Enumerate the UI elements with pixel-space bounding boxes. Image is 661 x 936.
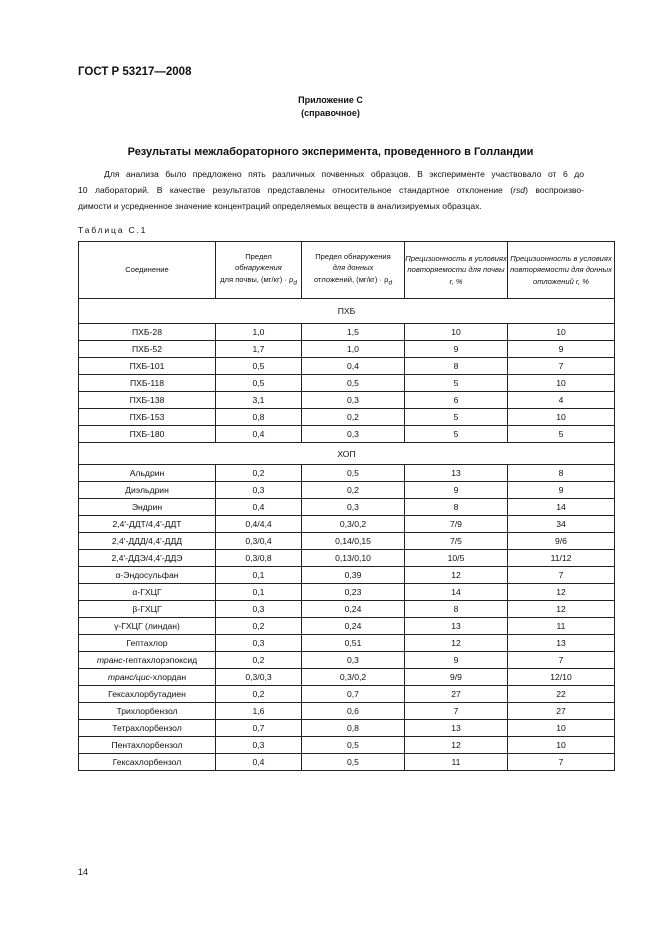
header-sediment-limit-a: Предел обнаружения xyxy=(315,251,391,261)
cell-sediment-precision: 9 xyxy=(508,341,615,358)
cell-soil-precision: 10/5 xyxy=(405,550,508,567)
table-row xyxy=(79,720,615,737)
cell-soil-limit: 1,0 xyxy=(216,324,302,341)
cell-sediment-limit: 0,3/0,2 xyxy=(302,669,405,686)
cell-sediment-precision: 11/12 xyxy=(508,550,615,567)
cell-sediment-precision: 27 xyxy=(508,703,615,720)
header-sediment-precision-a: Прецизионность в условиях xyxy=(510,253,612,263)
cell-soil-limit: 0,8 xyxy=(216,409,302,426)
cell-sediment-precision: 10 xyxy=(508,737,615,754)
cell-sediment-precision: 10 xyxy=(508,720,615,737)
intro-line-2-start: 10 лабораторий. В качестве результатов представлены относительное стандартное отклонение ( xyxy=(78,185,514,195)
cell-compound: Эндрин xyxy=(79,499,216,516)
header-sediment-limit xyxy=(302,242,405,299)
cell-compound: Тетрахлорбензол xyxy=(79,720,216,737)
header-sediment-limit-em: для донных xyxy=(332,263,374,273)
cell-sediment-limit: 0,3 xyxy=(302,652,405,669)
appendix-subtitle: (справочное) xyxy=(301,108,360,118)
page-number: 14 xyxy=(78,867,89,877)
cell-compound: β-ГХЦГ xyxy=(79,601,216,618)
cell-soil-precision: 12 xyxy=(405,635,508,652)
cell-compound: α-Эндосульфан xyxy=(79,567,216,584)
results-table xyxy=(78,241,615,771)
cell-soil-limit: 0,3 xyxy=(216,635,302,652)
cell-soil-precision: 9 xyxy=(405,652,508,669)
table-row xyxy=(79,601,615,618)
cell-soil-precision: 8 xyxy=(405,358,508,375)
intro-line-3: димости и усредненное значение концентраций определяемых веществ в анализируемых образцах. xyxy=(78,201,482,211)
cell-sediment-limit: 0,51 xyxy=(302,635,405,652)
cell-sediment-limit: 0,5 xyxy=(302,465,405,482)
table-row xyxy=(79,426,615,443)
cell-sediment-precision: 12 xyxy=(508,584,615,601)
cell-sediment-precision: 7 xyxy=(508,567,615,584)
cell-sediment-limit: 0,3/0,2 xyxy=(302,516,405,533)
cell-soil-limit: 0,3 xyxy=(216,737,302,754)
table-row xyxy=(79,499,615,516)
cell-compound: Диэльдрин xyxy=(79,482,216,499)
cell-soil-limit: 0,3/0,3 xyxy=(216,669,302,686)
group-label: ХОП xyxy=(79,443,615,465)
cell-sediment-precision: 12 xyxy=(508,601,615,618)
table-caption: Таблица С.1 xyxy=(78,225,148,235)
cell-compound: ПХБ-118 xyxy=(79,375,216,392)
cell-compound: Трихлорбензол xyxy=(79,703,216,720)
header-soil-limit-a: Предел xyxy=(245,251,272,261)
cell-sediment-precision: 14 xyxy=(508,499,615,516)
intro-rsd-term: rsd xyxy=(513,185,526,195)
cell-compound: 2,4'-ДДТ/4,4'-ДДТ xyxy=(79,516,216,533)
cell-sediment-limit: 0,3 xyxy=(302,499,405,516)
cell-soil-precision: 5 xyxy=(405,375,508,392)
cell-soil-precision: 7/9 xyxy=(405,516,508,533)
header-soil-limit xyxy=(216,242,302,299)
table-row xyxy=(79,686,615,703)
table-row xyxy=(79,669,615,686)
table-row xyxy=(79,516,615,533)
cell-soil-precision: 9 xyxy=(405,341,508,358)
cell-soil-precision: 10 xyxy=(405,324,508,341)
cell-soil-precision: 7/5 xyxy=(405,533,508,550)
cell-soil-limit: 0,4 xyxy=(216,499,302,516)
cell-soil-limit: 0,2 xyxy=(216,686,302,703)
intro-paragraph xyxy=(78,166,584,214)
header-soil-precision-b: повторяемости для почвы r, % xyxy=(407,265,505,286)
compound-prefix: транс xyxy=(96,655,123,665)
cell-soil-limit: 0,3/0,8 xyxy=(216,550,302,567)
table-row xyxy=(79,550,615,567)
cell-soil-precision: 13 xyxy=(405,720,508,737)
cell-sediment-precision: 4 xyxy=(508,392,615,409)
cell-compound: ПХБ-28 xyxy=(79,324,216,341)
cell-soil-limit: 0,1 xyxy=(216,584,302,601)
compound-prefix: транс/цис xyxy=(107,672,150,682)
cell-soil-precision: 8 xyxy=(405,499,508,516)
cell-sediment-limit: 0,3 xyxy=(302,426,405,443)
table-row xyxy=(79,482,615,499)
table-row xyxy=(79,567,615,584)
table-row xyxy=(79,465,615,482)
table-row xyxy=(79,358,615,375)
table-row xyxy=(79,635,615,652)
header-soil-precision xyxy=(405,242,508,299)
cell-sediment-limit: 0,2 xyxy=(302,409,405,426)
header-soil-precision-a: Прецизионность в условиях xyxy=(405,253,507,263)
cell-compound: транс/цис-хлордан xyxy=(79,669,216,686)
table-row xyxy=(79,533,615,550)
cell-sediment-precision: 5 xyxy=(508,426,615,443)
table-row xyxy=(79,324,615,341)
cell-sediment-precision: 22 xyxy=(508,686,615,703)
cell-compound: Гексахлорбутадиен xyxy=(79,686,216,703)
cell-sediment-precision: 9/6 xyxy=(508,533,615,550)
cell-sediment-limit: 1,0 xyxy=(302,341,405,358)
cell-soil-limit: 0,7 xyxy=(216,720,302,737)
table-row xyxy=(79,375,615,392)
table-body xyxy=(79,299,615,771)
cell-sediment-limit: 0,5 xyxy=(302,375,405,392)
cell-soil-precision: 5 xyxy=(405,409,508,426)
cell-sediment-precision: 7 xyxy=(508,358,615,375)
cell-soil-precision: 5 xyxy=(405,426,508,443)
intro-line-1: Для анализа было предложено пять различных почвенных образцов. В эксперименте участвовало от 6 до xyxy=(104,169,584,179)
cell-compound: Гексахлорбензол xyxy=(79,754,216,771)
cell-compound: Альдрин xyxy=(79,465,216,482)
cell-compound: ПХБ-180 xyxy=(79,426,216,443)
rho-subscript: d xyxy=(293,279,297,287)
cell-compound: 2,4'-ДДЭ/4,4'-ДДЭ xyxy=(79,550,216,567)
cell-sediment-limit: 0,23 xyxy=(302,584,405,601)
header-soil-limit-b: для почвы, (мг/кг) · ρ xyxy=(220,274,294,284)
cell-sediment-limit: 0,4 xyxy=(302,358,405,375)
cell-soil-limit: 0,2 xyxy=(216,652,302,669)
cell-sediment-limit: 0,39 xyxy=(302,567,405,584)
cell-soil-limit: 1,7 xyxy=(216,341,302,358)
header-sediment-precision xyxy=(508,242,615,299)
cell-soil-limit: 0,3 xyxy=(216,482,302,499)
table-row xyxy=(79,652,615,669)
cell-sediment-precision: 9 xyxy=(508,482,615,499)
cell-compound: ПХБ-52 xyxy=(79,341,216,358)
header-sediment-limit-b: отложений, (мг/кг) · ρ xyxy=(313,274,389,284)
section-title: Результаты межлабораторного эксперимента, проведенного в Голландии xyxy=(127,146,534,158)
cell-soil-limit: 0,3/0,4 xyxy=(216,533,302,550)
cell-sediment-precision: 7 xyxy=(508,754,615,771)
table-row xyxy=(79,409,615,426)
header-sediment-precision-b: повторяемости для донных отложений r, % xyxy=(510,265,612,286)
cell-soil-limit: 0,4/4,4 xyxy=(216,516,302,533)
cell-soil-limit: 0,5 xyxy=(216,358,302,375)
cell-soil-precision: 12 xyxy=(405,567,508,584)
table-group-row xyxy=(79,299,615,324)
appendix-heading xyxy=(0,94,661,120)
cell-sediment-limit: 0,24 xyxy=(302,601,405,618)
intro-line-2 xyxy=(78,182,584,198)
cell-sediment-limit: 0,3 xyxy=(302,392,405,409)
cell-sediment-precision: 13 xyxy=(508,635,615,652)
cell-sediment-precision: 10 xyxy=(508,409,615,426)
appendix-title: Приложение С xyxy=(298,95,363,105)
cell-soil-limit: 0,2 xyxy=(216,618,302,635)
cell-sediment-precision: 10 xyxy=(508,324,615,341)
cell-sediment-limit: 0,14/0,15 xyxy=(302,533,405,550)
cell-sediment-limit: 0,5 xyxy=(302,754,405,771)
header-soil-limit-em: обнаружения xyxy=(235,263,282,273)
cell-compound: α-ГХЦГ xyxy=(79,584,216,601)
cell-soil-limit: 0,4 xyxy=(216,426,302,443)
cell-soil-precision: 27 xyxy=(405,686,508,703)
intro-line-2-end: ) воспроизво- xyxy=(525,185,585,195)
cell-sediment-precision: 10 xyxy=(508,375,615,392)
table-row xyxy=(79,737,615,754)
cell-sediment-limit: 0,8 xyxy=(302,720,405,737)
table-row xyxy=(79,703,615,720)
cell-sediment-limit: 0,5 xyxy=(302,737,405,754)
cell-sediment-limit: 0,24 xyxy=(302,618,405,635)
table-header-row xyxy=(79,242,615,299)
cell-compound: Гептахлор xyxy=(79,635,216,652)
cell-soil-precision: 13 xyxy=(405,465,508,482)
cell-soil-precision: 9 xyxy=(405,482,508,499)
cell-soil-precision: 9/9 xyxy=(405,669,508,686)
cell-compound: Пентахлорбензол xyxy=(79,737,216,754)
cell-sediment-limit: 0,2 xyxy=(302,482,405,499)
cell-soil-limit: 0,4 xyxy=(216,754,302,771)
cell-compound: ПХБ-138 xyxy=(79,392,216,409)
cell-soil-limit: 1,6 xyxy=(216,703,302,720)
cell-soil-precision: 11 xyxy=(405,754,508,771)
rho-subscript: d xyxy=(388,279,393,287)
cell-soil-limit: 0,2 xyxy=(216,465,302,482)
cell-soil-precision: 13 xyxy=(405,618,508,635)
table-row xyxy=(79,341,615,358)
cell-sediment-precision: 8 xyxy=(508,465,615,482)
cell-soil-precision: 12 xyxy=(405,737,508,754)
cell-sediment-precision: 34 xyxy=(508,516,615,533)
cell-sediment-limit: 1,5 xyxy=(302,324,405,341)
cell-soil-precision: 8 xyxy=(405,601,508,618)
cell-soil-precision: 7 xyxy=(405,703,508,720)
cell-sediment-precision: 7 xyxy=(508,652,615,669)
cell-soil-precision: 6 xyxy=(405,392,508,409)
cell-sediment-precision: 12/10 xyxy=(508,669,615,686)
cell-compound: 2,4'-ДДД/4,4'-ДДД xyxy=(79,533,216,550)
cell-compound: ПХБ-101 xyxy=(79,358,216,375)
cell-compound: γ-ГХЦГ (линдан) xyxy=(79,618,216,635)
table-row xyxy=(79,754,615,771)
table-row xyxy=(79,584,615,601)
document-code: ГОСТ Р 53217—2008 xyxy=(78,66,192,78)
cell-soil-limit: 3,1 xyxy=(216,392,302,409)
table-row xyxy=(79,392,615,409)
cell-compound: ПХБ-153 xyxy=(79,409,216,426)
table-group-row xyxy=(79,443,615,465)
table-row xyxy=(79,618,615,635)
cell-sediment-limit: 0,7 xyxy=(302,686,405,703)
cell-soil-limit: 0,5 xyxy=(216,375,302,392)
group-label: ПХБ xyxy=(79,299,615,324)
cell-soil-precision: 14 xyxy=(405,584,508,601)
cell-sediment-limit: 0,13/0,10 xyxy=(302,550,405,567)
cell-soil-limit: 0,3 xyxy=(216,601,302,618)
cell-soil-limit: 0,1 xyxy=(216,567,302,584)
cell-sediment-limit: 0,6 xyxy=(302,703,405,720)
cell-sediment-precision: 11 xyxy=(508,618,615,635)
header-compound: Соединение xyxy=(79,242,216,299)
cell-compound: транс-гептахлорэпоксид xyxy=(79,652,216,669)
